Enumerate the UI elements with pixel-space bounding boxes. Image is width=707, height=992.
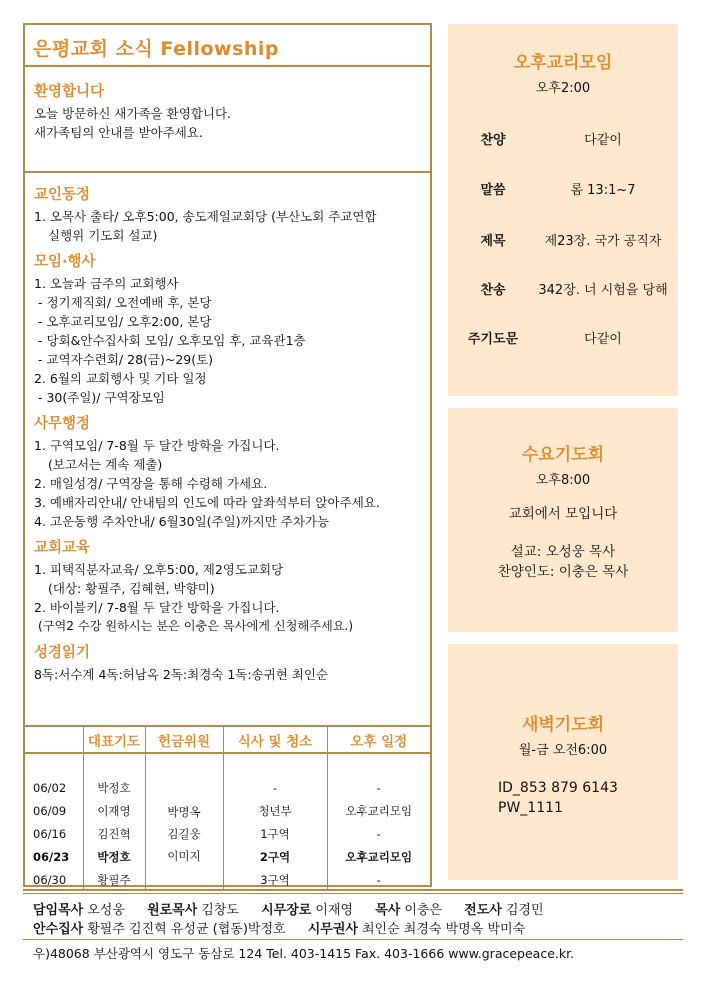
worship-value: 제23장. 국가 공직자 [544,234,662,249]
news-line: - 30(주일)/ 구역장모임 [38,390,165,405]
footer-address: 우)48068 부산광역시 영도구 동삼로 124 Tel. 403-1415 Fax. 403-1666 www.gracepeace.kr. [33,946,575,961]
schedule-header: 오후 일정 [327,727,430,753]
news-line: 1. 오목사 출타/ 오후5:00, 송도제일교회당 (부산노회 주교연합 [34,209,377,224]
worship-item [448,328,678,348]
staff-names: 오성웅 [87,903,125,918]
dawn-title: 새벽기도회 [521,715,605,735]
news-line: (구역2 수강 원하시는 분은 이충은 목사에게 신청해주세요.) [38,619,354,633]
staff-names: 이충은 [404,903,442,918]
table-row [25,868,430,891]
worship-value: 롬 13:1~7 [570,183,636,198]
news-line: - 교역자수련회/ 28(금)~29(토) [38,352,214,367]
zoom-id: ID_853 879 6143 [498,780,618,796]
footer-divider [23,889,683,891]
schedule-header-row [25,727,430,753]
schedule-date: 06/09 [25,799,83,822]
staff-names: 최인순 최경숙 박명옥 박미숙 [361,922,526,937]
schedule-prayer: 박정호 [83,845,145,868]
news-line: - 당회&안수집사회 모임/ 오후모임 후, 교육관1층 [38,333,306,348]
schedule-afternoon: - [376,780,381,795]
schedule-meal: - [223,776,327,799]
church-news-heading: 교인동정 [34,187,91,203]
education-heading: 교회교육 [34,540,91,556]
news-line: (보고서는 계속 제출) [48,457,163,472]
schedule-meal: 3구역 [223,868,327,891]
schedule-header: 헌금위원 [145,727,223,753]
table-row [25,799,430,822]
news-line: - 정기제직회/ 오전예배 후, 본당 [38,295,212,310]
church-news [34,183,430,245]
schedule-afternoon: - [376,872,381,887]
staff-row-2 [33,918,525,937]
wednesday-title: 수요기도회 [521,445,605,465]
staff-names: 황필주 김진혁 유성균 (협동)박정호 [87,922,286,937]
schedule-afternoon: - [376,826,381,841]
news-line: 2. 매일성경/ 구역장을 통해 수령해 가세요. [34,476,268,491]
news-line: 1. 구역모임/ 7-8월 두 달간 방학을 가집니다. [34,438,280,453]
schedule-prayer: 김진혁 [83,822,145,845]
events-news [34,250,430,407]
offering-name: 김길웅 [167,826,201,841]
staff-role: 전도사 [464,903,502,918]
reading-heading: 성경읽기 [34,645,91,661]
schedule-afternoon: 오후교리모임 [345,849,413,864]
schedule-prayer: 황필주 [83,868,145,891]
staff-names: 김창도 [201,903,239,918]
worship-label: 제목 [480,234,506,249]
worship-label: 찬송 [480,283,506,298]
schedule-date: 06/30 [25,868,83,891]
offering-committee [145,776,223,891]
staff-role: 안수집사 [33,922,84,937]
bulletin-news-panel [23,23,432,887]
schedule-afternoon: 오후교리모임 [345,803,413,818]
staff-role: 목사 [375,903,401,918]
schedule-prayer: 이재영 [83,799,145,822]
worship-value: 342장. 너 시험을 당해 [538,283,668,298]
afternoon-worship-box [448,24,678,396]
admin-news [34,412,430,531]
worship-item [448,279,678,299]
wednesday-prayer-box [448,408,678,632]
zoom-pw: PW_1111 [498,800,563,816]
news-line: 1. 오늘과 금주의 교회행사 [34,276,179,291]
wednesday-place: 교회에서 모입니다 [508,506,618,522]
schedule-date: 06/23 [25,845,83,868]
schedule-date: 06/16 [25,822,83,845]
schedule-prayer: 박정호 [83,776,145,799]
news-line: 4. 고운동행 주차안내/ 6월30일(주일)까지만 주차가능 [34,514,330,529]
events-heading: 모임·행사 [34,254,96,270]
table-row [25,776,430,799]
schedule-date: 06/02 [25,776,83,799]
table-row [25,822,430,845]
schedule-meal: 2구역 [223,845,327,868]
welcome-heading: 환영합니다 [34,84,105,100]
welcome-line: 오늘 방문하신 새가족을 환영합니다. [34,106,232,121]
afternoon-worship-time: 오후2:00 [535,81,591,96]
staff-role: 시무권사 [307,922,358,937]
schedule-header: 대표기도 [83,727,145,753]
staff-row-1 [33,899,544,918]
worship-item [448,179,678,199]
wednesday-time: 오후8:00 [535,473,591,488]
reading-line: 8독:서수계 4독:허남옥 2독:최경숙 1독:송귀현 최인순 [34,667,328,682]
staff-role: 원로목사 [147,903,198,918]
bible-reading [34,641,430,684]
admin-heading: 사무행정 [34,416,91,432]
worship-label: 말씀 [480,183,506,198]
worship-label: 주기도문 [467,332,519,347]
dawn-time: 월-금 오전6:00 [518,743,608,758]
schedule-meal: 1구역 [223,822,327,845]
schedule-header [25,727,83,753]
offering-name: 이미지 [167,848,201,863]
worship-item [448,230,678,250]
news-section [25,175,430,689]
afternoon-worship-title: 오후교리모임 [513,53,613,73]
news-line: 1. 피택직분자교육/ 오후5:00, 제2영도교회당 [34,562,284,577]
dawn-prayer-box [448,644,678,880]
worship-label: 찬양 [480,133,506,148]
zoom-credentials [448,778,678,818]
news-line: 2. 바이블키/ 7-8월 두 달간 방학을 가집니다. [34,600,280,615]
footer-divider [23,893,683,894]
staff-role: 시무장로 [261,903,312,918]
news-line: 실행위 기도회 설교) [48,228,158,243]
staff-role: 담임목사 [33,903,84,918]
welcome-section [25,69,430,173]
welcome-line: 새가족팀의 안내를 받아주세요. [34,125,203,140]
news-line: (대상: 황필주, 김혜현, 박향미) [48,581,215,596]
news-line: 3. 예배자리안내/ 안내팀의 인도에 따라 앞좌석부터 앉아주세요. [34,495,380,510]
staff-names: 이재영 [315,903,354,918]
worship-value: 다같이 [584,133,622,148]
page-title: 은평교회 소식 Fellowship [25,25,430,67]
table-row [25,845,430,868]
table-row [25,753,430,776]
worship-item [448,129,678,149]
news-line: - 오후교리모임/ 오후2:00, 본당 [38,314,212,329]
wednesday-leader: 찬양인도: 이충은 목사 [497,564,629,580]
staff-names: 김경민 [505,903,544,918]
wednesday-preacher: 설교: 오성웅 목사 [510,544,616,560]
schedule-header: 식사 및 청소 [223,727,327,753]
footer-divider [23,939,683,940]
worship-value: 다같이 [584,332,622,347]
schedule-meal: 청년부 [223,799,327,822]
offering-name: 박명옥 [167,804,201,819]
news-line: 2. 6월의 교회행사 및 기타 일정 [34,371,207,386]
schedule-table [25,725,430,887]
education-news [34,536,430,636]
